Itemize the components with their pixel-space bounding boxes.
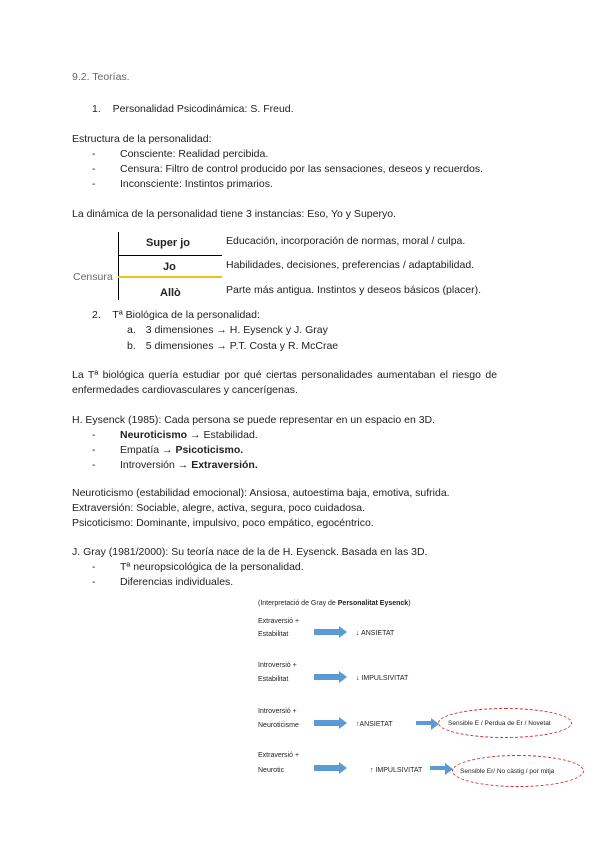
jo-description: Habilidades, decisiones, preferencias / adaptabilidad.	[226, 259, 475, 271]
list-number: 1.	[92, 103, 101, 115]
gray-item: - Tª neuropsicológica de la personalidad.	[92, 561, 304, 573]
jo-label: Jo	[163, 261, 176, 273]
list-item-2	[92, 309, 260, 321]
arrow-icon	[416, 721, 432, 725]
list-number: 2.	[92, 309, 101, 321]
biologica-paragraph-line1: La Tª biológica quería estudiar por qué ciertas personalidades aumentaban el riesgo de	[72, 369, 498, 381]
figure-row-label: Estabilitat	[258, 676, 289, 683]
arrow-icon	[314, 629, 340, 635]
figure-row-result: ↑ANSIETAT	[356, 721, 393, 728]
list-text: Tª Biológica de la personalidad:	[112, 309, 260, 321]
biologica-paragraph-line2: enfermedades cardiovasculares y cancerígenas.	[72, 384, 298, 396]
figure-row-label: Estabilitat	[258, 631, 289, 638]
censura-label: Censura	[73, 271, 113, 283]
arrow-icon	[314, 674, 340, 680]
estructura-item: - Censura: Filtro de control producido por las sensaciones, deseos y recuerdos.	[92, 163, 484, 175]
figure-row-label: Introversió +	[258, 662, 297, 669]
section-title: 9.2. Teorías.	[72, 71, 130, 83]
oval-text: Sensible E / Perdua de Er / Novetat	[448, 720, 551, 727]
superyo-description: Educación, incorporación de normas, moral / culpa.	[226, 235, 466, 247]
figure-row-label: Neuroticisme	[258, 722, 299, 729]
gray-item: - Diferencias individuales.	[92, 576, 234, 588]
allo-description: Parte más antigua. Instintos y deseos básicos (placer).	[226, 284, 482, 296]
arrow-icon	[314, 765, 340, 771]
sublist-item: a. 3 dimensiones → H. Eysenck y J. Gray	[127, 324, 328, 336]
eysenck-item: - Empatía → Psicoticismo.	[92, 444, 244, 456]
censura-line	[118, 276, 222, 278]
figure-title: (Interpretació de Gray de Personalitat Eysenck)	[258, 600, 411, 607]
superyo-label: Super jo	[146, 237, 191, 249]
estructura-item: - Inconsciente: Instintos primarios.	[92, 178, 273, 190]
sublist-item: b. 5 dimensiones → P.T. Costa y R. McCrae	[127, 340, 339, 352]
definition-line: Extraversión: Sociable, alegre, activa, segura, poco cuidadosa.	[72, 502, 366, 514]
arrow-icon	[314, 720, 340, 726]
figure-row-result: ↓ ANSIETAT	[356, 630, 395, 637]
figure-row-label: Introversió +	[258, 708, 297, 715]
arrow-icon	[430, 766, 446, 770]
dinamica-text: La dinámica de la personalidad tiene 3 instancias: Eso, Yo y Superyo.	[72, 208, 396, 220]
gray-heading: J. Gray (1981/2000): Su teoría nace de la de H. Eysenck. Basada en las 3D.	[72, 546, 428, 558]
list-text: Personalidad Psicodinámica: S. Freud.	[112, 103, 294, 115]
definition-line: Psicoticismo: Dominante, impulsivo, poco empático, egocéntrico.	[72, 517, 374, 529]
figure-row-label: Neurotic	[258, 767, 285, 774]
figure-row-result: ↑ IMPULSIVITAT	[370, 767, 423, 774]
definition-line: Neuroticismo (estabilidad emocional): Ansiosa, autoestima baja, emotiva, sufrida.	[72, 487, 450, 499]
estructura-item: - Consciente: Realidad percibida.	[92, 148, 269, 160]
diagram-vertical-line	[118, 232, 119, 300]
figure-row-label: Extraversió +	[258, 752, 300, 759]
gray-interpretation-figure	[258, 598, 588, 788]
figure-row-label: Extraversió +	[258, 618, 300, 625]
oval-text: Sensible Er/ No càstig / por mitja	[460, 768, 555, 775]
eysenck-heading: H. Eysenck (1985): Cada persona se puede representar en un espacio en 3D.	[72, 414, 436, 426]
diagram-divider	[118, 255, 222, 256]
estructura-heading: Estructura de la personalidad:	[72, 133, 212, 145]
list-item-1	[92, 103, 294, 115]
eysenck-item: - Introversión → Extraversión.	[92, 459, 258, 471]
figure-row-result: ↓ IMPULSIVITAT	[356, 675, 409, 682]
eysenck-item: - Neuroticismo → Estabilidad.	[92, 429, 258, 441]
allo-label: Allò	[160, 287, 181, 299]
